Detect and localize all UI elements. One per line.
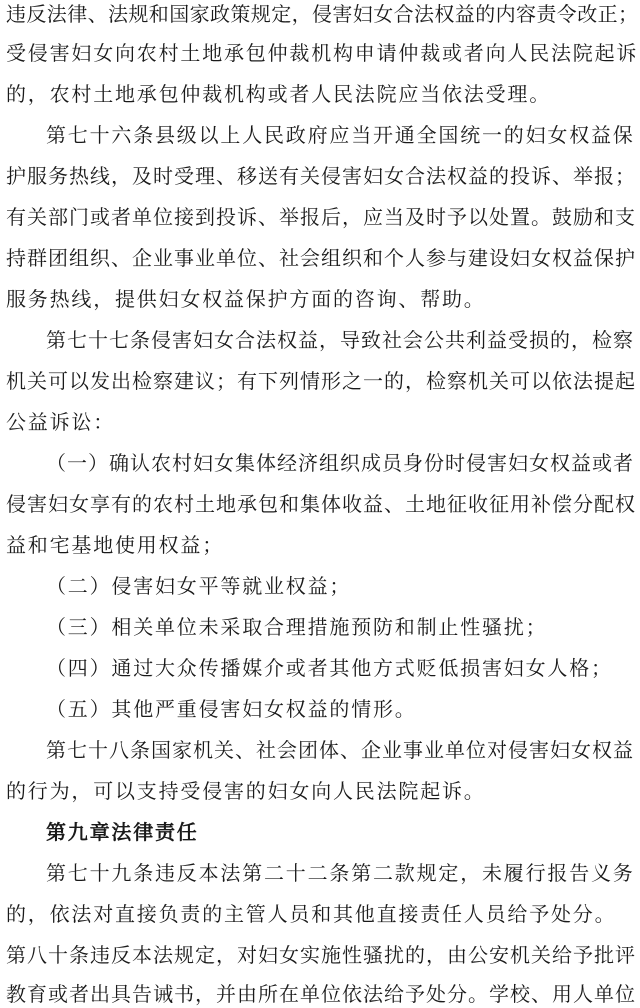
text-line-article-78: 第七十八条国家机关、社会团体、企业事业单位对侵害妇女权益 xyxy=(46,738,634,762)
text-line: 护服务热线，及时受理、移送有关侵害妇女合法权益的投诉、举报； xyxy=(6,164,636,188)
text-line: 的，依法对直接负责的主管人员和其他直接责任人员给予处分。 xyxy=(6,902,617,926)
text-line-article-76: 第七十六条县级以上人民政府应当开通全国统一的妇女权益保 xyxy=(46,123,635,147)
list-item-1: （一）确认农村妇女集体经济组织成员身份时侵害妇女权益或者 xyxy=(46,451,634,475)
text-line: 的行为，可以支持受侵害的妇女向人民法院起诉。 xyxy=(6,779,486,803)
text-line-article-77: 第七十七条侵害妇女合法权益，导致社会公共利益受损的，检察 xyxy=(46,328,634,352)
text-line: 公益诉讼： xyxy=(6,410,115,434)
text-line: 的，农村土地承包仲裁机构或者人民法院应当依法受理。 xyxy=(6,82,551,106)
text-line: 益和宅基地使用权益； xyxy=(6,533,224,557)
text-line: 有关部门或者单位接到投诉、举报后，应当及时予以处置。鼓励和支 xyxy=(6,205,636,229)
text-line: 侵害妇女享有的农村土地承包和集体收益、土地征收征用补偿分配权 xyxy=(6,492,636,516)
list-item-4: （四）通过大众传播媒介或者其他方式贬低损害妇女人格； xyxy=(46,656,613,680)
text-line: 机关可以发出检察建议；有下列情形之一的，检察机关可以依法提起 xyxy=(6,369,636,393)
text-line-article-80: 第八十条违反本法规定，对妇女实施性骚扰的，由公安机关给予批评 xyxy=(6,943,636,967)
text-line: 持群团组织、企业事业单位、社会组织和个人参与建设妇女权益保护 xyxy=(6,246,636,270)
text-line: 违反法律、法规和国家政策规定，侵害妇女合法权益的内容责令改正； xyxy=(6,2,639,26)
text-line: 教育或者出具告诫书，并由所在单位依法给予处分。学校、用人单位 xyxy=(6,982,636,1006)
list-item-3: （三）相关单位未采取合理措施预防和制止性骚扰； xyxy=(46,615,548,639)
text-line: 服务热线，提供妇女权益保护方面的咨询、帮助。 xyxy=(6,287,486,311)
chapter-heading: 第九章法律责任 xyxy=(46,820,199,844)
list-item-5: （五）其他严重侵害妇女权益的情形。 xyxy=(46,697,417,721)
text-line-article-79: 第七十九条违反本法第二十二条第二款规定，未履行报告义务 xyxy=(46,861,635,885)
list-item-2: （二）侵害妇女平等就业权益； xyxy=(46,574,352,598)
text-line: 受侵害妇女向农村土地承包仲裁机构申请仲裁或者向人民法院起诉 xyxy=(6,41,639,65)
